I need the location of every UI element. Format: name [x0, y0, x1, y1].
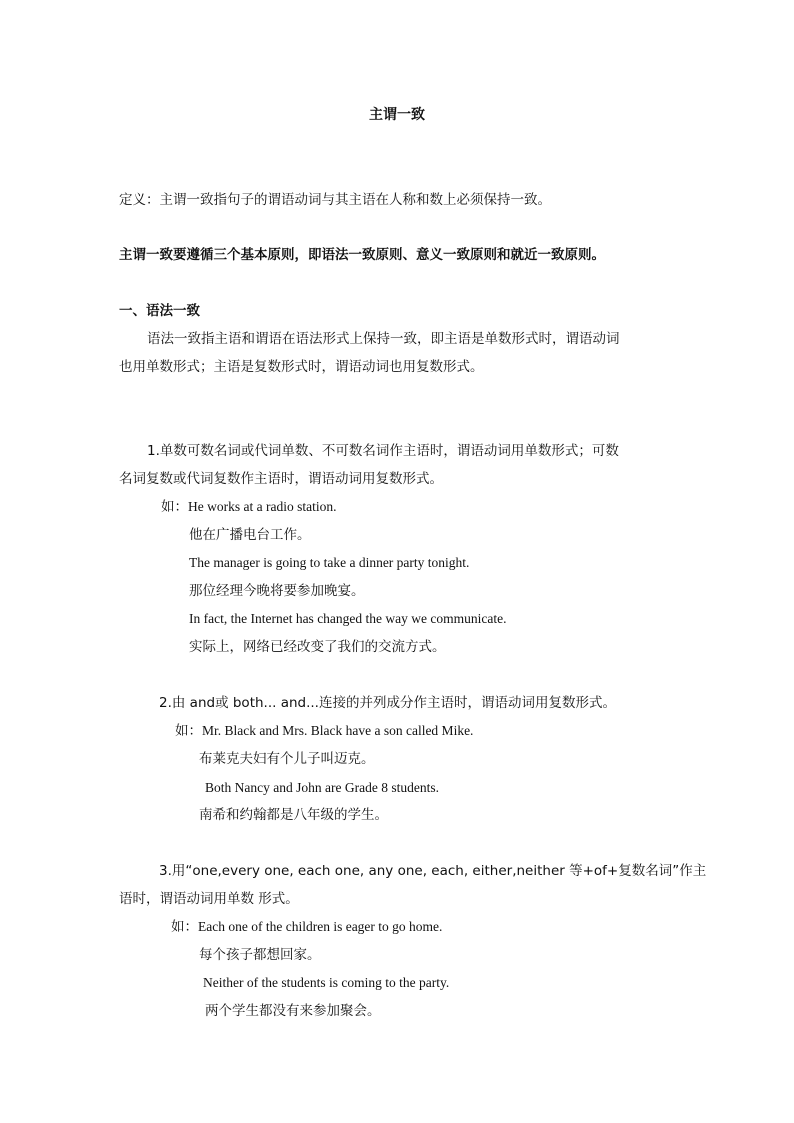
section-intro-line: 也用单数形式；主语是复数形式时，谓语动词也用复数形式。	[119, 359, 484, 375]
example-sentence: The manager is going to take a dinner party tonight.	[189, 555, 470, 570]
rule-2-text: 2.由 and或 both... and...连接的并列成分作主语时，谓语动词用复数形式。	[159, 695, 616, 711]
example-sentence: 如：Each one of the children is eager to go home.	[171, 919, 443, 934]
example-translation: 每个孩子都想回家。	[199, 947, 321, 963]
section-intro-line: 语法一致指主语和谓语在语法形式上保持一致，即主语是单数形式时，谓语动词	[147, 331, 620, 347]
example-sentence: In fact, the Internet has changed the way we communicate.	[189, 611, 507, 626]
example-translation: 他在广播电台工作。	[189, 527, 311, 543]
example-translation: 实际上，网络已经改变了我们的交流方式。	[189, 639, 446, 655]
example-translation: 那位经理今晚将要参加晚宴。	[189, 583, 365, 599]
rule-1-text: 名词复数或代词复数作主语时，谓语动词用复数形式。	[119, 471, 443, 487]
example-sentence: 如：He works at a radio station.	[161, 499, 337, 514]
definition-paragraph: 定义：主谓一致指句子的谓语动词与其主语在人称和数上必须保持一致。	[119, 192, 551, 208]
rule-3-text: 语时，谓语动词用单数 形式。	[119, 891, 299, 907]
example-sentence: Both Nancy and John are Grade 8 students.	[205, 780, 439, 795]
rule-3-text: 3.用“one,every one, each one, any one, each, either,neither 等+of+复数名词”作主	[159, 863, 707, 879]
example-sentence: 如：Mr. Black and Mrs. Black have a son called Mike.	[175, 723, 474, 738]
principles-paragraph: 主谓一致要遵循三个基本原则，即语法一致原则、意义一致原则和就近一致原则。	[119, 247, 605, 263]
section-heading-grammar: 一、语法一致	[119, 303, 200, 319]
example-translation: 南希和约翰都是八年级的学生。	[199, 807, 388, 823]
example-sentence: Neither of the students is coming to the party.	[203, 975, 450, 990]
example-translation: 两个学生都没有来参加聚会。	[205, 1003, 381, 1019]
rule-1-text: 1.单数可数名词或代词单数、不可数名词作主语时，谓语动词用单数形式；可数	[147, 443, 619, 459]
example-translation: 布莱克夫妇有个儿子叫迈克。	[199, 751, 375, 767]
page-title: 主谓一致	[369, 107, 425, 123]
